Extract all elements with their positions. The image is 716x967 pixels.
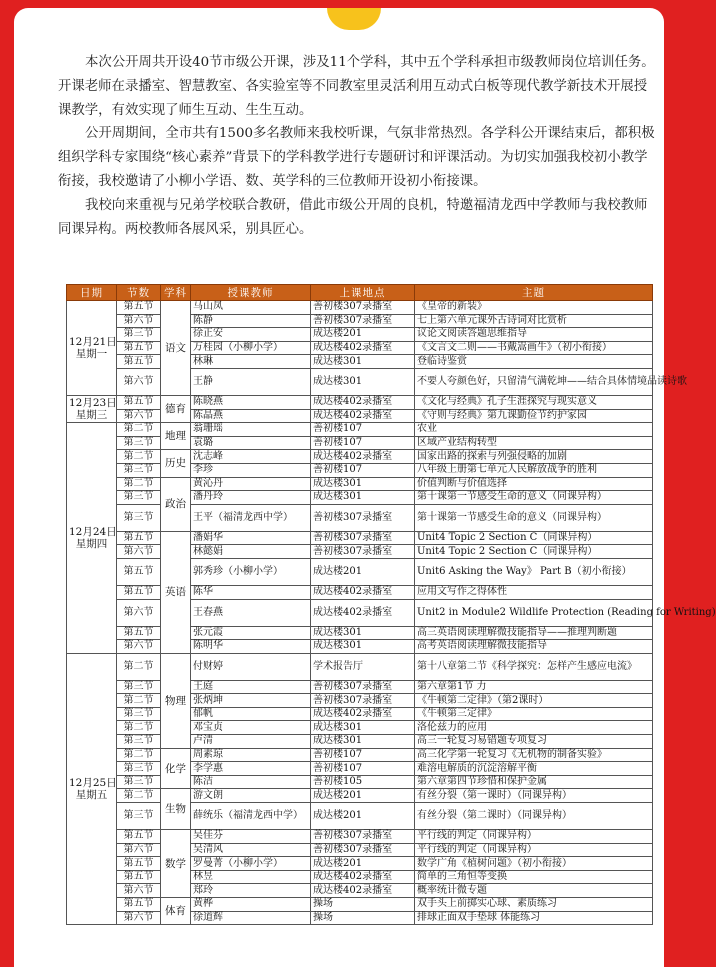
table-row xyxy=(67,463,653,477)
topic-cell: 有丝分裂（第一课时）（同课异构） xyxy=(415,789,653,803)
period-cell: 第二节 xyxy=(117,450,161,464)
period-cell: 第二节 xyxy=(117,748,161,762)
place-cell: 成达楼402录播室 xyxy=(311,599,415,626)
topic-cell: 《文言文二则——书戴嵩画牛》（初小衔接） xyxy=(415,341,653,355)
topic-cell: Unit2 in Module2 Wildlife Protection (Reading for Writing) xyxy=(415,599,653,626)
teacher-cell: 周素琼 xyxy=(191,748,311,762)
teacher-cell: 郑玲 xyxy=(191,884,311,898)
teacher-cell: 袁璐 xyxy=(191,436,311,450)
period-cell: 第五节 xyxy=(117,898,161,912)
period-cell: 第五节 xyxy=(117,341,161,355)
day-date: 12月21日 xyxy=(69,335,117,348)
place-cell: 成达楼201 xyxy=(311,328,415,342)
subject-cell: 英语 xyxy=(161,531,191,653)
table-row xyxy=(67,653,653,680)
period-cell: 第五节 xyxy=(117,870,161,884)
teacher-cell: 黄沁丹 xyxy=(191,477,311,491)
place-cell: 成达楼402录播室 xyxy=(311,395,415,409)
teacher-cell: 张元霞 xyxy=(191,626,311,640)
table-row xyxy=(67,585,653,599)
topic-cell: 第十课第一节感受生命的意义（同课异构） xyxy=(415,491,653,505)
period-cell: 第二节 xyxy=(117,789,161,803)
teacher-cell: 林琳 xyxy=(191,355,311,369)
period-cell: 第五节 xyxy=(117,395,161,409)
teacher-cell: 徐正安 xyxy=(191,328,311,342)
table-row xyxy=(67,870,653,884)
topic-cell: 七上第六单元课外古诗词对比赏析 xyxy=(415,314,653,328)
place-cell: 成达楼301 xyxy=(311,626,415,640)
period-cell: 第五节 xyxy=(117,857,161,871)
topic-cell: 高三英语阅读理解微技能指导——推理判断题 xyxy=(415,626,653,640)
place-cell: 善初楼105 xyxy=(311,775,415,789)
place-cell: 成达楼301 xyxy=(311,721,415,735)
topic-cell: 高考英语阅读理解微技能指导 xyxy=(415,640,653,654)
subject-cell: 物理 xyxy=(161,653,191,748)
teacher-cell: 邓宝贞 xyxy=(191,721,311,735)
teacher-cell: 马山凤 xyxy=(191,301,311,315)
topic-cell: 平行线的判定（同课异构） xyxy=(415,843,653,857)
table-row xyxy=(67,599,653,626)
period-cell: 第六节 xyxy=(117,911,161,925)
topic-cell: 《守则与经典》第九课勤俭节约护家园 xyxy=(415,409,653,423)
header-teacher: 授课教师 xyxy=(191,285,311,301)
topic-cell: 《牛顿第二定律》（第2课时） xyxy=(415,694,653,708)
topic-cell: 国家出路的探索与列强侵略的加剧 xyxy=(415,450,653,464)
table-row xyxy=(67,803,653,830)
period-cell: 第五节 xyxy=(117,585,161,599)
place-cell: 成达楼402录播室 xyxy=(311,870,415,884)
period-cell: 第三节 xyxy=(117,491,161,505)
period-cell: 第五节 xyxy=(117,626,161,640)
table-row xyxy=(67,531,653,545)
topic-cell: 双手头上前掷实心球、素质练习 xyxy=(415,898,653,912)
place-cell: 操场 xyxy=(311,911,415,925)
teacher-cell: 陈静 xyxy=(191,314,311,328)
place-cell: 善初楼307录播室 xyxy=(311,680,415,694)
topic-cell: 第六章第四节珍惜和保护金属 xyxy=(415,775,653,789)
teacher-cell: 李学惠 xyxy=(191,762,311,776)
period-cell: 第五节 xyxy=(117,830,161,844)
topic-cell: 高三一轮复习易错题专项复习 xyxy=(415,735,653,749)
subject-cell: 语文 xyxy=(161,301,191,396)
topic-cell: 议论文阅读答题思维指导 xyxy=(415,328,653,342)
topic-cell: 洛伦兹力的应用 xyxy=(415,721,653,735)
teacher-cell: 付财婷 xyxy=(191,653,311,680)
teacher-cell: 陈明华 xyxy=(191,640,311,654)
topic-cell: 平行线的判定（同课异构） xyxy=(415,830,653,844)
period-cell: 第三节 xyxy=(117,436,161,450)
topic-cell: 八年级上册第七单元人民解放战争的胜利 xyxy=(415,463,653,477)
period-cell: 第六节 xyxy=(117,314,161,328)
teacher-cell: 黄桦 xyxy=(191,898,311,912)
place-cell: 成达楼301 xyxy=(311,477,415,491)
table-row xyxy=(67,395,653,409)
topic-cell: 区域产业结构转型 xyxy=(415,436,653,450)
teacher-cell: 陈晓燕 xyxy=(191,395,311,409)
subject-cell: 生物 xyxy=(161,789,191,830)
table-row xyxy=(67,843,653,857)
place-cell: 善初楼107 xyxy=(311,423,415,437)
intro-paragraph: 公开周期间，全市共有1500多名教师来我校听课，气氛非常热烈。各学科公开课结束后，都积极组织学科专家围绕“核心素养”背景下的学科教学进行专题研讨和评课活动。为切实加强我校初小教学衔接，我校邀请了小柳小学语、数、英学科的三位教师开设初小衔接课。 xyxy=(58,126,655,189)
subject-cell: 政治 xyxy=(161,477,191,531)
table-row xyxy=(67,545,653,559)
period-cell: 第五节 xyxy=(117,531,161,545)
period-cell: 第二节 xyxy=(117,721,161,735)
subject-cell: 化学 xyxy=(161,748,191,789)
header-period: 节数 xyxy=(117,285,161,301)
topic-cell: 简单的三角恒等变换 xyxy=(415,870,653,884)
table-row xyxy=(67,409,653,423)
subject-cell: 体育 xyxy=(161,898,191,925)
topic-cell: 概率统计微专题 xyxy=(415,884,653,898)
teacher-cell: 郁帆 xyxy=(191,707,311,721)
teacher-cell: 王平（福清龙西中学） xyxy=(191,504,311,531)
table-row xyxy=(67,477,653,491)
topic-cell: 不要人夸颜色好，只留清气满乾坤——结合具体情境品读诗歌 xyxy=(415,368,653,395)
schedule-body xyxy=(67,301,716,925)
day-weekday: 星期五 xyxy=(75,788,108,801)
intro-text xyxy=(58,51,658,241)
table-row xyxy=(67,898,653,912)
period-cell: 第六节 xyxy=(117,409,161,423)
header-subject: 学科 xyxy=(161,285,191,301)
place-cell: 成达楼301 xyxy=(311,368,415,395)
place-cell: 善初楼307录播室 xyxy=(311,843,415,857)
place-cell: 成达楼301 xyxy=(311,491,415,505)
teacher-cell: 林昱 xyxy=(191,870,311,884)
subject-cell: 德育 xyxy=(161,395,191,422)
period-cell: 第五节 xyxy=(117,355,161,369)
table-row xyxy=(67,328,653,342)
place-cell: 成达楼301 xyxy=(311,355,415,369)
table-header-row xyxy=(67,285,653,301)
period-cell: 第六节 xyxy=(117,884,161,898)
topic-cell: Unit4 Topic 2 Section C（同课异构） xyxy=(415,531,653,545)
teacher-cell: 翁珊瑶 xyxy=(191,423,311,437)
teacher-cell: 罗曼菁（小柳小学） xyxy=(191,857,311,871)
place-cell: 操场 xyxy=(311,898,415,912)
day-cell xyxy=(67,653,117,925)
teacher-cell: 陈晶燕 xyxy=(191,409,311,423)
topic-cell: 《牛顿第三定律》 xyxy=(415,707,653,721)
subject-cell: 数学 xyxy=(161,830,191,898)
place-cell: 成达楼301 xyxy=(311,640,415,654)
table-row xyxy=(67,341,653,355)
topic-cell: Unit4 Topic 2 Section C（同课异构） xyxy=(415,545,653,559)
place-cell: 成达楼201 xyxy=(311,558,415,585)
topic-cell: 第十八章第二节《科学探究：怎样产生感应电流》 xyxy=(415,653,653,680)
table-row xyxy=(67,748,653,762)
schedule-table xyxy=(66,284,716,925)
place-cell: 成达楼201 xyxy=(311,857,415,871)
topic-cell: 《文化与经典》孔子生涯探究与现实意义 xyxy=(415,395,653,409)
table-row xyxy=(67,911,653,925)
period-cell: 第六节 xyxy=(117,545,161,559)
topic-cell: 排球正面双手垫球 体能练习 xyxy=(415,911,653,925)
table-row xyxy=(67,789,653,803)
table-row xyxy=(67,504,653,531)
day-date: 12月24日 xyxy=(69,525,117,538)
table-row xyxy=(67,775,653,789)
topic-cell: 登临诗鉴赏 xyxy=(415,355,653,369)
period-cell: 第六节 xyxy=(117,368,161,395)
period-cell: 第三节 xyxy=(117,680,161,694)
day-cell xyxy=(67,423,117,654)
period-cell: 第三节 xyxy=(117,463,161,477)
table-row xyxy=(67,491,653,505)
table-row xyxy=(67,694,653,708)
header-topic: 主题 xyxy=(415,285,653,301)
table-row xyxy=(67,558,653,585)
topic-cell: 应用文写作之得体性 xyxy=(415,585,653,599)
day-weekday: 星期三 xyxy=(75,409,108,422)
place-cell: 善初楼307录播室 xyxy=(311,830,415,844)
teacher-cell: 吴清风 xyxy=(191,843,311,857)
table-row xyxy=(67,626,653,640)
period-cell: 第二节 xyxy=(117,477,161,491)
period-cell: 第三节 xyxy=(117,504,161,531)
teacher-cell: 王静 xyxy=(191,368,311,395)
place-cell: 善初楼307录播室 xyxy=(311,545,415,559)
topic-cell: 高三化学第一轮复习《无机物的制备实验》 xyxy=(415,748,653,762)
day-weekday: 星期一 xyxy=(75,347,108,360)
period-cell: 第五节 xyxy=(117,301,161,315)
table-row xyxy=(67,735,653,749)
place-cell: 成达楼402录播室 xyxy=(311,409,415,423)
place-cell: 成达楼201 xyxy=(311,789,415,803)
table-row xyxy=(67,301,653,315)
teacher-cell: 薛统乐（福清龙西中学） xyxy=(191,803,311,830)
intro-paragraph: 本次公开周共开设40节市级公开课，涉及11个学科，其中五个学科承担市级教师岗位培训任务。开课老师在录播室、智慧教室、各实验室等不同教室里灵活利用互动式白板等现代教学新技术开展授课教学，有效实现了师生互动、生生互动。 xyxy=(58,55,655,118)
place-cell: 成达楼402录播室 xyxy=(311,707,415,721)
period-cell: 第六节 xyxy=(117,843,161,857)
teacher-cell: 万桂园（小柳小学） xyxy=(191,341,311,355)
table-row xyxy=(67,640,653,654)
place-cell: 成达楼402录播室 xyxy=(311,450,415,464)
topic-cell: 难溶电解质的沉淀溶解平衡 xyxy=(415,762,653,776)
period-cell: 第三节 xyxy=(117,707,161,721)
period-cell: 第三节 xyxy=(117,803,161,830)
teacher-cell: 林懿娟 xyxy=(191,545,311,559)
teacher-cell: 徐道辉 xyxy=(191,911,311,925)
day-cell xyxy=(67,301,117,396)
teacher-cell: 沈志峰 xyxy=(191,450,311,464)
topic-cell: 第十课第一节感受生命的意义（同课异构） xyxy=(415,504,653,531)
table-row xyxy=(67,857,653,871)
topic-cell: Unit6 Asking the Way》 Part B（初小衔接） xyxy=(415,558,653,585)
table-row xyxy=(67,884,653,898)
table-row xyxy=(67,707,653,721)
place-cell: 善初楼107 xyxy=(311,436,415,450)
day-date: 12月23日 xyxy=(69,397,117,410)
teacher-cell: 陈华 xyxy=(191,585,311,599)
day-weekday: 星期四 xyxy=(75,537,108,550)
intro-paragraph: 我校向来重视与兄弟学校联合教研，借此市级公开周的良机，特邀福清龙西中学教师与我校教师同课异构。两校教师各展风采，别具匠心。 xyxy=(58,197,648,237)
topic-cell: 数学广角《植树问题》（初小衔接） xyxy=(415,857,653,871)
place-cell: 善初楼107 xyxy=(311,748,415,762)
period-cell: 第六节 xyxy=(117,640,161,654)
place-cell: 成达楼402录播室 xyxy=(311,884,415,898)
period-cell: 第二节 xyxy=(117,694,161,708)
table-row xyxy=(67,721,653,735)
teacher-cell: 潘丹玲 xyxy=(191,491,311,505)
day-cell xyxy=(67,395,117,422)
period-cell: 第三节 xyxy=(117,775,161,789)
teacher-cell: 游文朗 xyxy=(191,789,311,803)
place-cell: 成达楼301 xyxy=(311,735,415,749)
table-row xyxy=(67,762,653,776)
period-cell: 第五节 xyxy=(117,558,161,585)
topic-cell: 农业 xyxy=(415,423,653,437)
top-decoration-tab xyxy=(327,8,381,30)
teacher-cell: 王庭 xyxy=(191,680,311,694)
period-cell: 第三节 xyxy=(117,328,161,342)
place-cell: 善初楼307录播室 xyxy=(311,694,415,708)
table-row xyxy=(67,680,653,694)
table-row xyxy=(67,423,653,437)
topic-cell: 价值判断与价值选择 xyxy=(415,477,653,491)
period-cell: 第二节 xyxy=(117,653,161,680)
table-row xyxy=(67,368,653,395)
place-cell: 善初楼307录播室 xyxy=(311,531,415,545)
table-row xyxy=(67,830,653,844)
place-cell: 成达楼402录播室 xyxy=(311,341,415,355)
teacher-cell: 郭秀珍（小柳小学） xyxy=(191,558,311,585)
place-cell: 成达楼402录播室 xyxy=(311,585,415,599)
table-row xyxy=(67,450,653,464)
table-row xyxy=(67,355,653,369)
subject-cell: 地理 xyxy=(161,423,191,450)
place-cell: 善初楼307录播室 xyxy=(311,504,415,531)
place-cell: 善初楼107 xyxy=(311,762,415,776)
table-row xyxy=(67,314,653,328)
table-row xyxy=(67,436,653,450)
teacher-cell: 吴佳芬 xyxy=(191,830,311,844)
topic-cell: 第六章第1节 力 xyxy=(415,680,653,694)
period-cell: 第二节 xyxy=(117,423,161,437)
topic-cell: 有丝分裂（第二课时）（同课异构） xyxy=(415,803,653,830)
place-cell: 善初楼307录播室 xyxy=(311,314,415,328)
period-cell: 第三节 xyxy=(117,762,161,776)
content-card xyxy=(14,8,716,967)
day-date: 12月25日 xyxy=(69,776,117,789)
topic-cell: 《皇帝的新装》 xyxy=(415,301,653,315)
teacher-cell: 潘娟华 xyxy=(191,531,311,545)
period-cell: 第六节 xyxy=(117,599,161,626)
teacher-cell: 王春燕 xyxy=(191,599,311,626)
period-cell: 第三节 xyxy=(117,735,161,749)
place-cell: 善初楼307录播室 xyxy=(311,301,415,315)
teacher-cell: 李珍 xyxy=(191,463,311,477)
teacher-cell: 陈洁 xyxy=(191,775,311,789)
header-date: 日期 xyxy=(67,285,117,301)
teacher-cell: 卢清 xyxy=(191,735,311,749)
teacher-cell: 张炳坤 xyxy=(191,694,311,708)
place-cell: 成达楼201 xyxy=(311,803,415,830)
subject-cell: 历史 xyxy=(161,450,191,477)
place-cell: 善初楼107 xyxy=(311,463,415,477)
header-place: 上课地点 xyxy=(311,285,415,301)
place-cell: 学术报告厅 xyxy=(311,653,415,680)
